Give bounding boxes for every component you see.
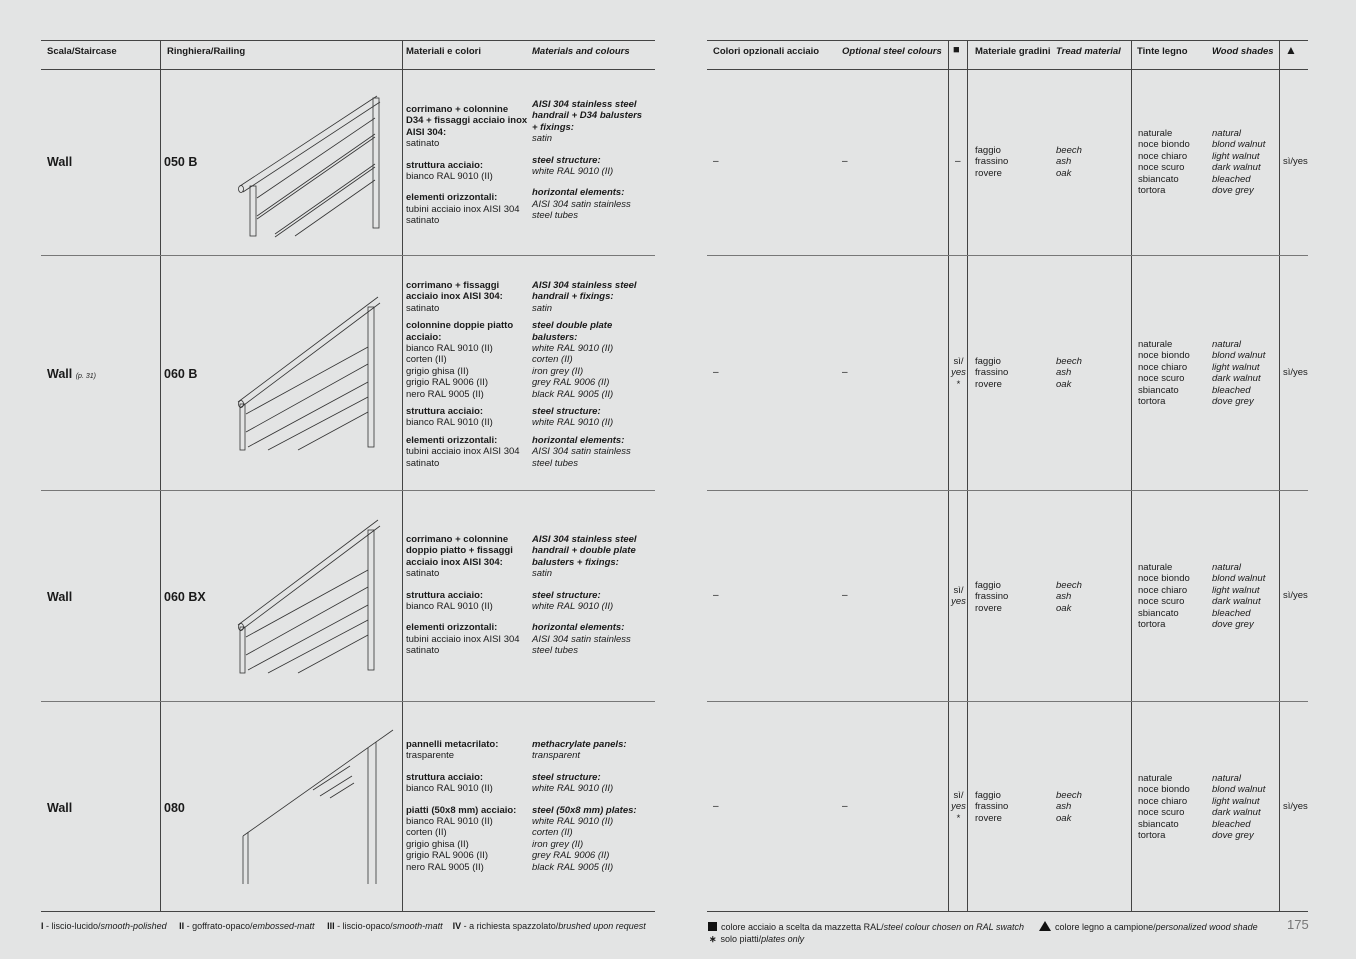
ral-value: sì/ yes * [951,790,966,824]
row-divider [707,490,1308,491]
tread-en-list: beech ash oak [1056,356,1082,390]
sample-value: sì/yes [1283,367,1308,378]
shades-en-list: natural blond walnut light walnut dark walnut bleached dove grey [1212,339,1266,408]
header-tread-en: Tread material [1056,46,1121,57]
col-divider [948,40,949,912]
optional-en-value: – [842,801,848,812]
optional-it-value: – [713,367,719,378]
asterisk-icon: * [956,378,961,390]
square-bullet-icon [708,922,717,931]
ral-value: – [955,156,961,167]
asterisk-icon: * [956,812,961,824]
sample-value: sì/yes [1283,156,1308,167]
staircase-name: Wall [47,155,73,169]
table-bottom-rule [41,911,655,912]
staircase-name: Wall [47,590,73,604]
page-number: 175 [1287,917,1309,932]
row-divider [707,255,1308,256]
tread-it-list: faggio frassino rovere [975,356,1009,390]
finish-legend: I - liscio-lucido/smooth-polished II - goffrato-opaco/embossed-matt III - liscio-opaco/smooth-matt IV - a richiesta spazzolato/brushed upon request [41,921,646,931]
optional-it-value: – [713,590,719,601]
railing-code: 080 [164,801,185,815]
square-bullet-icon: ■ [953,44,960,56]
tread-en-list: beech ash oak [1056,145,1082,179]
material-label: struttura acciaio: [406,159,484,171]
material-label: corrimano + colonnine D34 + fissaggi acciaio inox AISI 304: [406,104,528,138]
shades-en-list: natural blond walnut light walnut dark walnut bleached dove grey [1212,128,1266,197]
material-value: tubini acciaio inox AISI 304 satinato [406,203,520,227]
col-divider [1279,40,1280,912]
shades-it-list: naturale noce biondo noce chiaro noce scuro sbiancato tortora [1138,773,1190,842]
left-table-header [41,40,655,70]
col-divider [160,40,161,912]
materials-it: corrimano + colonnine doppio piatto + fissaggi acciaio inox AISI 304: satinato struttura acciaio: bianco RAL 9010 (II) elementi orizzontali: tubini acciaio inox AISI 304 satinato [406,534,520,657]
railing-060bx-drawing [228,515,383,675]
materials-en: AISI 304 stainless steel handrail + fixings: satin steel double plate balusters: white RAL 9010 (II) corten (II) iron grey (II) grey RAL 9006 (II) black RAL 9005 (II) steel structure: white RAL 9010 (II) horizontal elements: AISI 304 satin stainless steel tubes [532,280,637,469]
header-shades-it: Tinte legno [1137,46,1188,57]
shades-it-list: naturale noce biondo noce chiaro noce scuro sbiancato tortora [1138,339,1190,408]
header-railing: Ringhiera/Railing [167,46,246,57]
materials-en: AISI 304 stainless steel handrail + double plate balusters + fixings: satin steel structure: white RAL 9010 (II) horizontal elements: AISI 304 satin stainless steel tubes [532,534,637,657]
railing-080-drawing [238,728,398,888]
ral-legend: colore acciaio a scelta da mazzetta RAL/steel colour chosen on RAL swatch colore legno a campione/personalized wood shade [708,921,1258,932]
railing-code: 050 B [164,155,198,169]
plates-legend: ∗ solo piatti/plates only [709,934,805,944]
right-table-header [707,40,1308,70]
material-label: steel structure: [532,154,601,166]
shades-it-list: naturale noce biondo noce chiaro noce scuro sbiancato tortora [1138,128,1190,197]
material-label: AISI 304 stainless steel handrail + D34 balusters + fixings: [532,99,643,133]
material-label: elementi orizzontali: [406,192,498,204]
optional-it-value: – [713,156,719,167]
row-divider [41,255,655,256]
asterisk-icon: ∗ [709,934,717,944]
tread-en-list: beech ash oak [1056,790,1082,824]
material-value: bianco RAL 9010 (II) [406,171,493,183]
tread-en-list: beech ash oak [1056,580,1082,614]
materials-it: pannelli metacrilato: trasparente struttura acciaio: bianco RAL 9010 (II) piatti (50x8 mm) acciaio: bianco RAL 9010 (II) corten (II) grigio ghisa (II) grigio RAL 9006 (II) nero RAL 9005 (II) [406,739,517,873]
railing-060b-drawing [228,292,383,452]
table-bottom-rule [707,911,1308,912]
railing-code: 060 BX [164,590,206,604]
tread-it-list: faggio frassino rovere [975,580,1009,614]
col-divider [402,40,403,912]
material-label: horizontal elements: [532,187,625,199]
triangle-icon [1039,921,1051,931]
header-staircase: Scala/Staircase [47,46,117,57]
sample-value: sì/yes [1283,801,1308,812]
materials-en [532,99,650,232]
header-materials-en: Materials and colours [532,46,630,57]
sample-value: sì/yes [1283,590,1308,601]
right-page [678,0,1356,959]
header-tread-it: Materiale gradini [975,46,1051,57]
ral-value: sì/ yes * [951,356,966,390]
shades-en-list: natural blond walnut light walnut dark walnut bleached dove grey [1212,562,1266,631]
header-optional-it: Colori opzionali acciaio [713,46,820,57]
tread-it-list: faggio frassino rovere [975,790,1009,824]
railing-code: 060 B [164,367,198,381]
col-divider [1131,40,1132,912]
optional-en-value: – [842,367,848,378]
header-shades-en: Wood shades [1212,46,1274,57]
row-divider [41,490,655,491]
materials-en: methacrylate panels: transparent steel structure: white RAL 9010 (II) steel (50x8 mm) plates: white RAL 9010 (II) corten (II) iron grey (II) grey RAL 9006 (II) black RAL 9005 (II) [532,739,637,873]
row-divider [707,701,1308,702]
railing-050b-drawing [235,86,385,241]
material-value: satin [532,133,553,145]
tread-it-list: faggio frassino rovere [975,145,1009,179]
staircase-name: Wall [47,801,73,815]
header-materials-it: Materiali e colori [406,46,481,57]
material-value: white RAL 9010 (II) [532,166,614,178]
col-divider [967,40,968,912]
optional-it-value: – [713,801,719,812]
page-reference: (p. 31) [75,373,96,380]
row-divider [41,701,655,702]
material-value: satinato [406,138,440,150]
staircase-name: Wall (p. 31) [47,367,96,381]
ral-value: sì/ yes [951,585,966,608]
header-optional-en: Optional steel colours [842,46,942,57]
optional-en-value: – [842,590,848,601]
triangle-icon: ▲ [1285,43,1297,57]
shades-en-list: natural blond walnut light walnut dark walnut bleached dove grey [1212,773,1266,842]
material-value: AISI 304 satin stainless steel tubes [532,198,631,222]
materials-it [406,104,528,237]
shades-it-list: naturale noce biondo noce chiaro noce scuro sbiancato tortora [1138,562,1190,631]
optional-en-value: – [842,156,848,167]
materials-it: corrimano + fissaggi acciaio inox AISI 304: satinato colonnine doppie piatto acciaio: bianco RAL 9010 (II) corten (II) grigio ghisa (II) grigio RAL 9006 (II) nero RAL 9005 (II) struttura acciaio: bianco RAL 9010 (II) elementi orizzontali: tubini acciaio inox AISI 304 satinato [406,280,520,469]
